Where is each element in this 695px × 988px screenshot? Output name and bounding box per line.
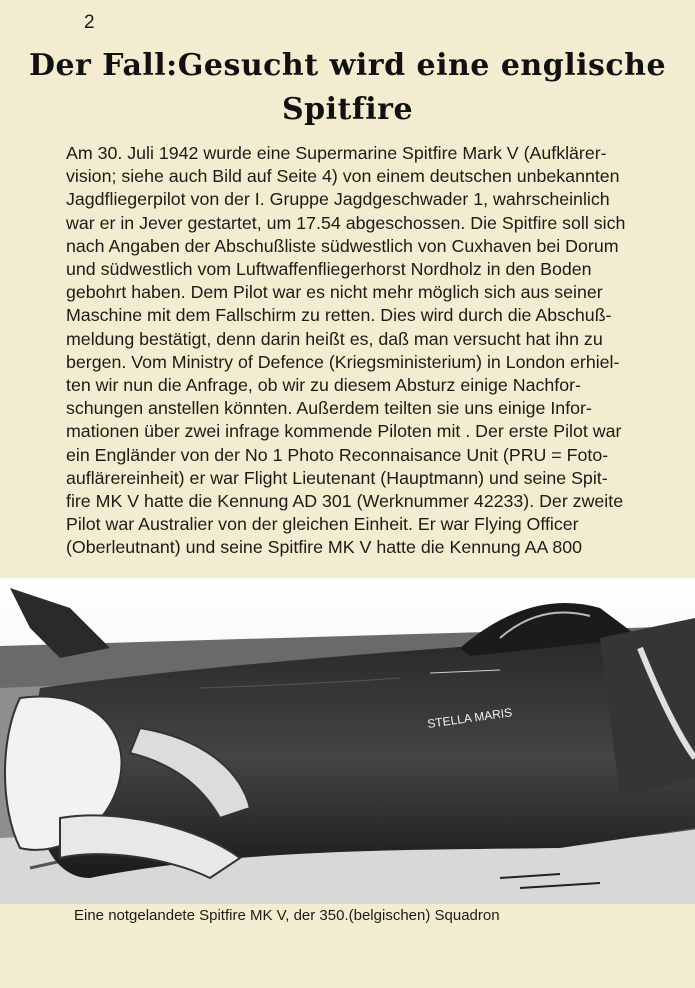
body-line: bergen. Vom Ministry of Defence (Kriegsministerium) in London erhiel- bbox=[66, 351, 620, 372]
photo-caption: Eine notgelandete Spitfire MK V, der 350.(belgischen) Squadron bbox=[74, 907, 500, 924]
page-number: 2 bbox=[84, 12, 95, 33]
article-body bbox=[66, 142, 678, 560]
body-line: (Oberleutnant) und seine Spitfire MK V hatte die Kennung AA 800 bbox=[66, 537, 582, 558]
body-line: ein Engländer von der No 1 Photo Reconnaisance Unit (PRU = Foto- bbox=[66, 444, 609, 465]
body-line: fire MK V hatte die Kennung AD 301 (Werknummer 42233). Der zweite bbox=[66, 491, 624, 512]
body-line: ten wir nun die Anfrage, ob wir zu diesem Absturz einige Nachfor- bbox=[66, 375, 581, 396]
body-line: war er in Jever gestartet, um 17.54 abgeschossen. Die Spitfire soll sich bbox=[66, 212, 626, 233]
page-title-line-1: Der Fall:Gesucht wird eine englische bbox=[28, 48, 667, 83]
body-line: und südwestlich vom Luftwaffenfliegerhorst Nordholz in den Boden bbox=[66, 259, 592, 280]
body-line: Jagdfliegerpilot von der I. Gruppe Jagdgeschwader 1, wahrscheinlich bbox=[66, 189, 610, 210]
body-line: Am 30. Juli 1942 wurde eine Supermarine Spitfire Mark V (Aufklärer- bbox=[66, 143, 607, 163]
body-line: auflärereinheit) er war Flight Lieutenant (Hauptmann) und seine Spit- bbox=[66, 467, 608, 488]
body-line: gebohrt haben. Dem Pilot war es nicht mehr möglich sich aus seiner bbox=[66, 282, 603, 303]
body-line: vision; siehe auch Bild auf Seite 4) von einem deutschen unbekannten bbox=[66, 166, 620, 187]
page-title-line-2: Spitfire bbox=[281, 92, 414, 127]
fuselage-inscription: STELLA MARIS bbox=[426, 705, 513, 731]
body-line: nach Angaben der Abschußliste südwestlich von Cuxhaven bei Dorum bbox=[66, 235, 619, 256]
body-line: Pilot war Australier von der gleichen Einheit. Er war Flying Officer bbox=[66, 514, 579, 535]
page-title bbox=[0, 44, 695, 132]
body-line: Maschine mit dem Fallschirm zu retten. Dies wird durch die Abschuß- bbox=[66, 305, 612, 326]
spitfire-photo bbox=[0, 578, 695, 904]
body-line: schungen anstellen könnten. Außerdem teilten sie uns einige Infor- bbox=[66, 398, 592, 419]
spitfire-photo-image bbox=[0, 578, 695, 904]
body-line: meldung bestätigt, denn darin heißt es, daß man versucht hat ihn zu bbox=[66, 328, 603, 349]
body-line: mationen über zwei infrage kommende Piloten mit . Der erste Pilot war bbox=[66, 421, 622, 442]
